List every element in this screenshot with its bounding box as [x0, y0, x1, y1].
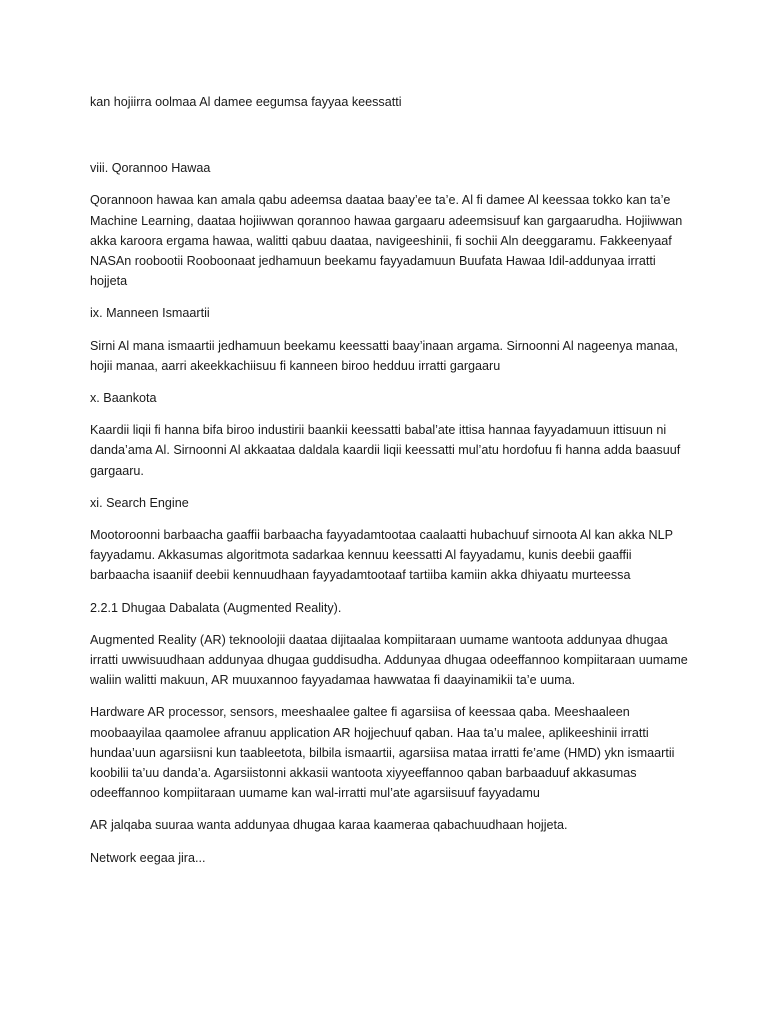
paragraph-ar-intro: Augmented Reality (AR) teknoolojii daataa dijitaalaa kompiitaraan uumame wantoota addunyaa dhugaa irratti uwwisuudhaan addunyaa dhugaa guddisudha. Addunyaa dhugaa odeeffannoo kompiitaraan uumame waliin walitti makuun, AR muuxannoo fayyadamaa hawwataa fi daayinamikii ta’e uuma. [90, 632, 688, 688]
paragraph-banking: Kaardii liqii fi hanna bifa biroo industirii baankii keessatti babal’ate ittisa hannaa fayyadamuun ittisuun ni danda’ama Al. Sirnoonni Al akkaataa daldala kaardii liqii keessatti mul’atu hordofuu fi hanna adda baasuuf gargaaru. [90, 423, 681, 478]
paragraph-space-exploration: Qorannoon hawaa kan amala qabu adeemsa daataa baay’ee ta’e. Al fi damee Al keessaa tokko kan ta’e Machine Learning, daataa hojiiwwan qorannoo hawaa gargaaru adeemsisuuf kan gargaarudha. Hojiiwwan akka karoora ergama hawaa, walitti qabuu daataa, navigeeshinii, fi sochii Aln deeggaramu. Fakkeenyaaf NASAn roobootii Rooboonaat jedhamuun beekamu fayyadamuun Buufata Hawaa Idil-addunyaa irratti hojjeta [90, 193, 683, 289]
paragraph-smart-homes: Sirni Al mana ismaartii jedhamuun beekamu keessatti baay’inaan argama. Sirnoonni Al nageenya manaa, hojii manaa, aarri akeekkachiisuu fi kanneen biroo hedduu irratti gargaaru [90, 338, 679, 373]
section-heading-smart-homes: ix. Manneen Ismaartii [90, 306, 210, 321]
section-heading-augmented-reality: 2.2.1 Dhugaa Dabalata (Augmented Reality). [90, 600, 342, 615]
paragraph-ar-hardware: Hardware AR processor, sensors, meeshaalee galtee fi agarsiisa of keessaa qaba. Meeshaaleen moobaayilaa qaamolee afranuu application AR hojjechuuf qaban. Haa ta’u malee, aplikeeshinii irratti hundaa’uun agarsiisni kun taableetota, bilbila ismaartii, agarsiisa mataa irratti fe’ame (HMD) ykn ismaartii koobilii ta’uu danda’a. Agarsiistonni akkasii wantoota xiyyeeffannoo qaban barbaaduuf akkasumas odeeffannoo kompiitaraan uumame kan wal-irratti mul’ate agarsiisuuf fayyadamu [90, 705, 675, 801]
section-heading-search-engine: xi. Search Engine [90, 495, 189, 510]
section-heading-banking: x. Baankota [90, 391, 157, 406]
paragraph-search-engine: Mootoroonni barbaacha gaaffii barbaacha fayyadamtootaa caalaatti hubachuuf sirnoota Al kan akka NLP fayyadamu. Akkasumas algoritmota sadarkaa kennuu keessatti Al fayyadamu, kunis deebii gaaffii barbaacha isaaniif deebii kennuudhaan fayyadamtootaaf tartiiba kamiin akka dhiyaatu murteessa [90, 528, 673, 583]
section-heading-space-exploration: viii. Qorannoo Hawaa [90, 161, 211, 176]
document-page [90, 92, 690, 868]
intro-line: kan hojiirra oolmaa Al damee eegumsa fayyaa keessatti [90, 95, 402, 109]
paragraph-network: Network eegaa jira... [90, 850, 206, 865]
paragraph-ar-camera: AR jalqaba suuraa wanta addunyaa dhugaa karaa kaameraa qabachuudhaan hojjeta. [90, 818, 568, 833]
